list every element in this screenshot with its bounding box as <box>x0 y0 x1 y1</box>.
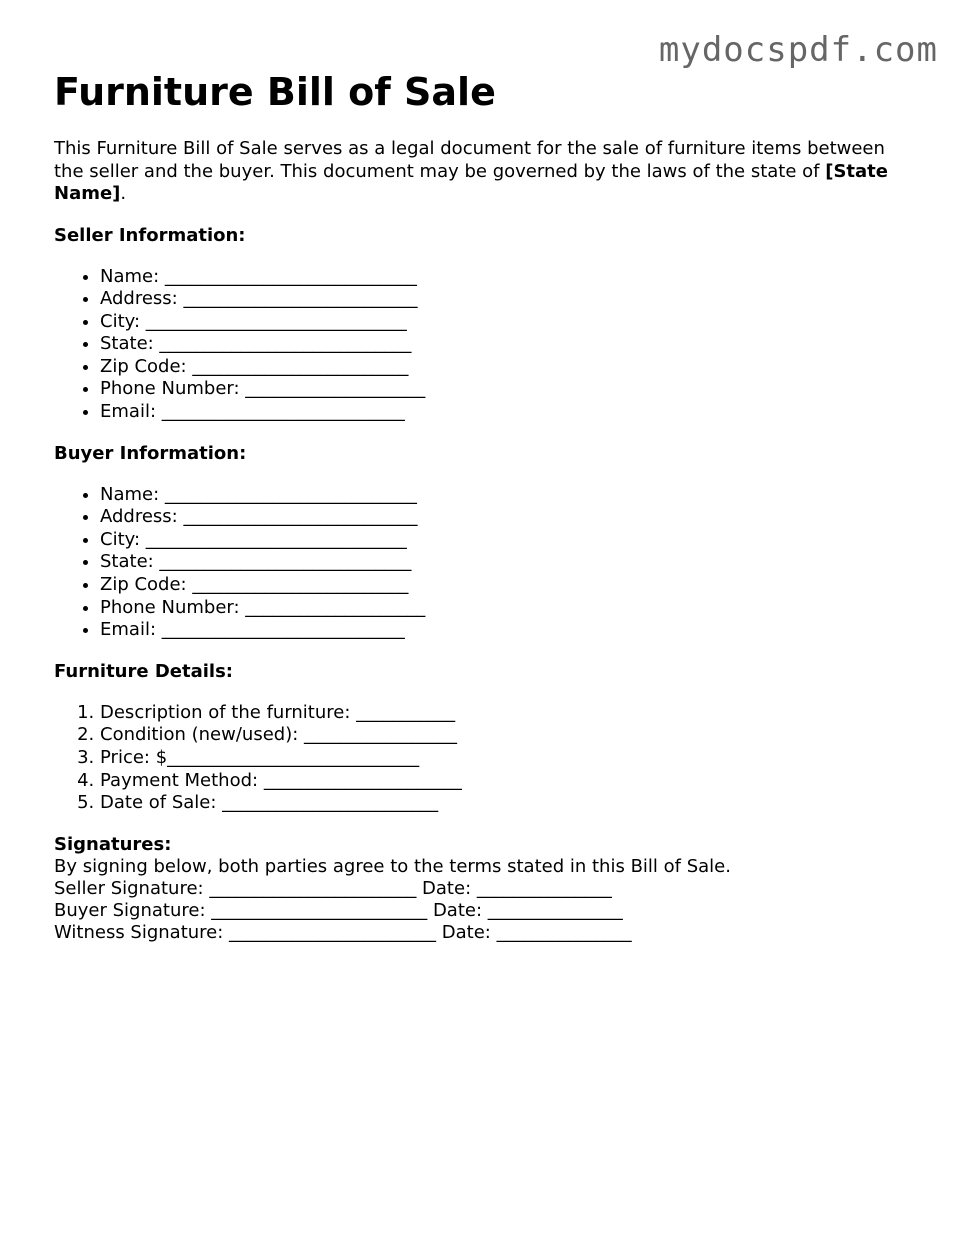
document-title: Furniture Bill of Sale <box>54 70 496 114</box>
buyer-heading: Buyer Information: <box>54 442 247 464</box>
site-watermark: mydocspdf.com <box>658 30 938 70</box>
seller-signature-line[interactable]: Seller Signature: _______________________ Date: _______________ <box>54 877 612 899</box>
intro-end: . <box>120 183 127 204</box>
furniture-description-field[interactable]: 1. Description of the furniture: ___________ <box>100 702 894 725</box>
document-page <box>54 68 894 944</box>
buyer-city-field[interactable]: • City: _____________________________ <box>100 529 894 552</box>
seller-name-field[interactable]: • Name: ____________________________ <box>100 266 894 289</box>
witness-signature-line[interactable]: Witness Signature: _______________________ Date: _______________ <box>54 921 632 943</box>
signatures-intro: By signing below, both parties agree to the terms stated in this Bill of Sale. <box>54 855 731 877</box>
seller-city-field[interactable]: • City: _____________________________ <box>100 311 894 334</box>
seller-phone-field[interactable]: • Phone Number: ____________________ <box>100 378 894 401</box>
buyer-phone-field[interactable]: • Phone Number: ____________________ <box>100 597 894 620</box>
buyer-email-field[interactable]: • Email: ___________________________ <box>100 619 894 642</box>
seller-zip-field[interactable]: • Zip Code: ________________________ <box>100 356 894 379</box>
buyer-zip-field[interactable]: • Zip Code: ________________________ <box>100 574 894 597</box>
payment-method-field[interactable]: 4. Payment Method: ______________________ <box>100 770 894 793</box>
furniture-price-field[interactable]: 3. Price: $____________________________ <box>100 747 894 770</box>
furniture-details-list <box>54 702 894 815</box>
furniture-heading: Furniture Details: <box>54 660 233 682</box>
buyer-fields-list <box>54 484 894 642</box>
seller-state-field[interactable]: • State: ____________________________ <box>100 333 894 356</box>
buyer-name-field[interactable]: • Name: ____________________________ <box>100 484 894 507</box>
seller-fields-list <box>54 266 894 424</box>
buyer-state-field[interactable]: • State: ____________________________ <box>100 551 894 574</box>
seller-address-field[interactable]: • Address: __________________________ <box>100 288 894 311</box>
intro-paragraph <box>54 138 894 206</box>
seller-email-field[interactable]: • Email: ___________________________ <box>100 401 894 424</box>
buyer-signature-line[interactable]: Buyer Signature: ________________________ Date: _______________ <box>54 899 623 921</box>
intro-text: This Furniture Bill of Sale serves as a legal document for the sale of furniture items between the seller and the buyer. This document may be governed by the laws of the state of <box>54 138 885 182</box>
state-name-placeholder: [State Name] <box>54 160 888 204</box>
buyer-address-field[interactable]: • Address: __________________________ <box>100 506 894 529</box>
signatures-heading: Signatures: <box>54 833 172 855</box>
date-of-sale-field[interactable]: 5. Date of Sale: ________________________ <box>100 792 894 815</box>
furniture-condition-field[interactable]: 2. Condition (new/used): _________________ <box>100 724 894 747</box>
seller-heading: Seller Information: <box>54 224 246 246</box>
